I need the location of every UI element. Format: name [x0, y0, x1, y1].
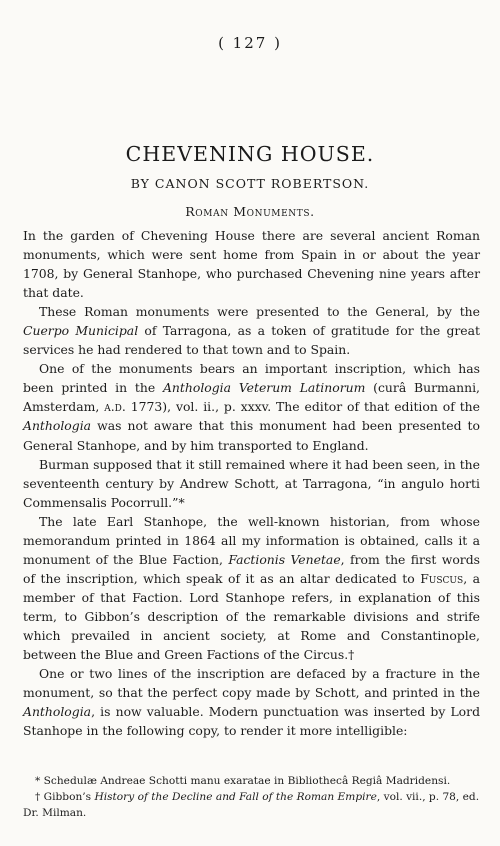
- text-run: † Gibbon’s: [35, 791, 95, 803]
- small-caps-text: Fuscus: [420, 570, 464, 586]
- footnote: [23, 773, 480, 789]
- italic-text: Factionis Venetae: [228, 551, 341, 567]
- paragraph: [23, 226, 480, 302]
- italic-text: History of the Decline and Fall of the Roman Empire: [94, 791, 377, 803]
- footnotes: [23, 773, 480, 821]
- text-run: One or two lines of the inscription are defaced by a fracture in the monument, so that the perfect copy made by Schott, and printed in the: [23, 666, 480, 701]
- paragraph: [23, 512, 480, 664]
- text-run: 1773), vol. ii., p. xxxv. The editor of that edition of the: [125, 399, 480, 415]
- page-number: ( 127 ): [218, 34, 282, 52]
- footnote: [23, 789, 480, 821]
- small-caps-text: a.d.: [104, 399, 126, 415]
- italic-text: Anthologia: [23, 704, 92, 720]
- paragraph: [23, 359, 480, 454]
- paragraph: [23, 455, 480, 512]
- italic-text: Anthologia Veterum Latinorum: [162, 380, 366, 396]
- paragraph: [23, 664, 480, 740]
- article-title: CHEVENING HOUSE.: [125, 142, 375, 166]
- text-run: , a member of that Faction. Lord Stanhope refers, in explanation of this term, to Gibbon’s description of the remarkable divisions and strife which prevailed in ancient society, at Rome and Constantinople, between the Blue and Green Factions of the Circus.†: [23, 570, 480, 663]
- text-run: The late Earl Stanhope, the well-known historian, from whose memorandum printed in 1864 all my information is obtained, calls it a monument of the Blue Faction,: [23, 513, 480, 567]
- text-run: One of the monuments bears an important inscription, which has been printed in the: [23, 361, 480, 396]
- text-run: These Roman monuments were presented to the General, by the: [39, 304, 480, 320]
- paragraph: [23, 302, 480, 359]
- text-run: of Tarragona, as a token of gratitude for the great services he had rendered to that town and to Spain.: [23, 323, 480, 358]
- author-byline: BY CANON SCOTT ROBERTSON.: [130, 176, 370, 191]
- text-run: Burman supposed that it still remained where it had been seen, in the seventeenth century by Andrew Schott, at Tarragona, “in angulo horti Commensalis Pocorrull.”*: [23, 456, 480, 510]
- text-run: , is now valuable. Modern punctuation was inserted by Lord Stanhope in the following copy, to render it more intelligible:: [23, 704, 480, 739]
- text-run: * Schedulæ Andreae Schotti manu exaratae in Bibliothecâ Regiâ Madridensi.: [35, 775, 451, 787]
- text-run: In the garden of Chevening House there are several ancient Roman monuments, which were sent home from Spain in or about the year 1708, by General Stanhope, who purchased Chevening nine years after that date.: [23, 228, 480, 301]
- italic-text: Anthologia: [23, 418, 92, 434]
- section-heading: Roman Monuments.: [185, 204, 315, 219]
- text-run: , from the first words of the inscription, which speak of it as an altar dedicated to: [23, 551, 480, 586]
- article-body: [23, 226, 480, 740]
- text-run: (curâ Burmanni, Amsterdam,: [23, 380, 480, 415]
- text-run: , vol. vii., p. 78, ed. Dr. Milman.: [23, 791, 480, 819]
- text-run: was not aware that this monument had been presented to General Stanhope, and by him transported to England.: [23, 418, 480, 453]
- italic-text: Cuerpo Municipal: [23, 323, 139, 339]
